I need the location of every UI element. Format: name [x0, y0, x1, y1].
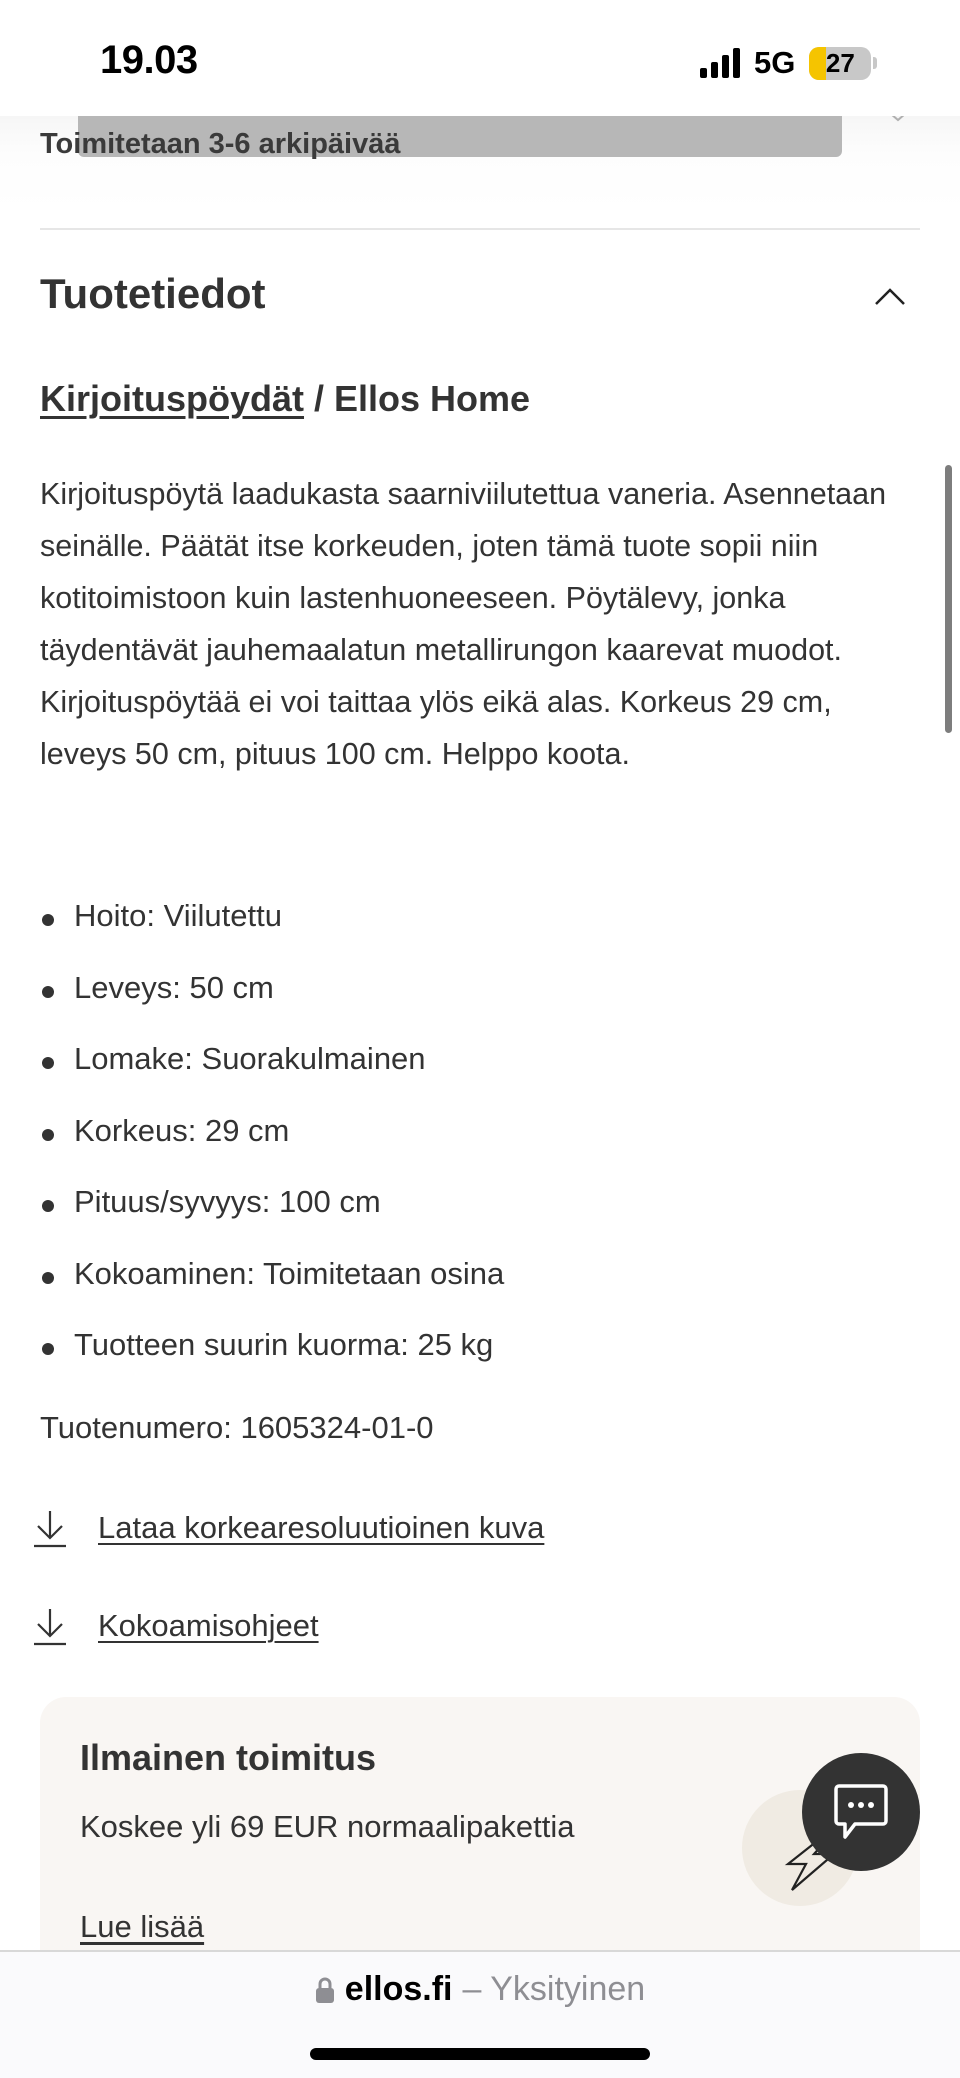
feature-item: Kokoaminen: Toimitetaan osina	[40, 1246, 504, 1318]
url-display[interactable]	[0, 1970, 960, 2009]
feature-item: Pituus/syvyys: 100 cm	[40, 1174, 504, 1246]
delivery-time-text: Toimitetaan 3-6 arkipäivää	[40, 128, 401, 160]
url-domain: ellos.fi	[344, 1970, 453, 2008]
chat-bubble-icon	[833, 1783, 889, 1841]
network-type: 5G	[754, 45, 796, 80]
download-icon	[32, 1606, 68, 1646]
chevron-up-icon	[873, 285, 907, 307]
feature-item: Lomake: Suorakulmainen	[40, 1031, 504, 1103]
private-mode-label: – Yksityinen	[462, 1970, 646, 2008]
promo-title: Ilmainen toimitus	[80, 1737, 377, 1778]
signal-strength-icon	[700, 48, 740, 78]
feature-item: Hoito: Viilutettu	[40, 888, 504, 960]
read-more-link[interactable]: Lue lisää	[80, 1909, 205, 1944]
battery-icon	[809, 47, 871, 80]
status-time: 19.03	[100, 38, 198, 82]
battery-tip	[873, 57, 877, 69]
promo-subtitle: Koskee yli 69 EUR normaalipakettia	[80, 1809, 575, 1844]
feature-list	[40, 888, 504, 1389]
chat-button[interactable]	[802, 1753, 920, 1871]
page-scrollbar[interactable]	[945, 465, 952, 733]
home-indicator[interactable]	[310, 2048, 650, 2060]
feature-item: Tuotteen suurin kuorma: 25 kg	[40, 1317, 504, 1389]
breadcrumb-brand: Ellos Home	[334, 378, 531, 419]
product-description: Kirjoituspöytä laadukasta saarniviilutettua vaneria. Asennetaan seinälle. Päätät itse korkeuden, joten tämä tuote sopii niin kotitoimistoon kuin lastenhuoneeseen. Pöytälevy, jonka täydentävät jauhemaalatun metallirungon kaarevat muodot. Kirjoituspöytää ei voi taittaa ylös eikä alas. Korkeus 29 cm, leveys 50 cm, pituus 100 cm. Helppo koota.	[40, 477, 887, 771]
delivery-strip	[0, 116, 960, 210]
download-assembly-instructions-label[interactable]: Kokoamisohjeet	[98, 1608, 319, 1643]
collapse-button[interactable]	[868, 278, 912, 314]
breadcrumb-category-link[interactable]: Kirjoituspöydät	[40, 378, 305, 419]
breadcrumb-separator: /	[304, 378, 335, 419]
lock-icon	[315, 1976, 335, 2004]
status-bar	[0, 0, 960, 116]
battery-level: 27	[825, 47, 855, 78]
download-hires-image-label[interactable]: Lataa korkearesoluutioinen kuva	[98, 1510, 545, 1545]
section-divider	[40, 228, 920, 230]
product-number: Tuotenumero: 1605324-01-0	[40, 1410, 434, 1445]
section-title-product-info[interactable]: Tuotetiedot	[40, 270, 266, 317]
browser-address-bar[interactable]	[0, 1950, 960, 2078]
download-assembly-instructions-link[interactable]	[32, 1606, 319, 1646]
status-indicators	[700, 46, 877, 80]
feature-item: Leveys: 50 cm	[40, 960, 504, 1032]
download-icon	[32, 1508, 68, 1548]
breadcrumb	[40, 378, 530, 420]
feature-item: Korkeus: 29 cm	[40, 1103, 504, 1175]
download-hires-image-link[interactable]	[32, 1508, 544, 1548]
